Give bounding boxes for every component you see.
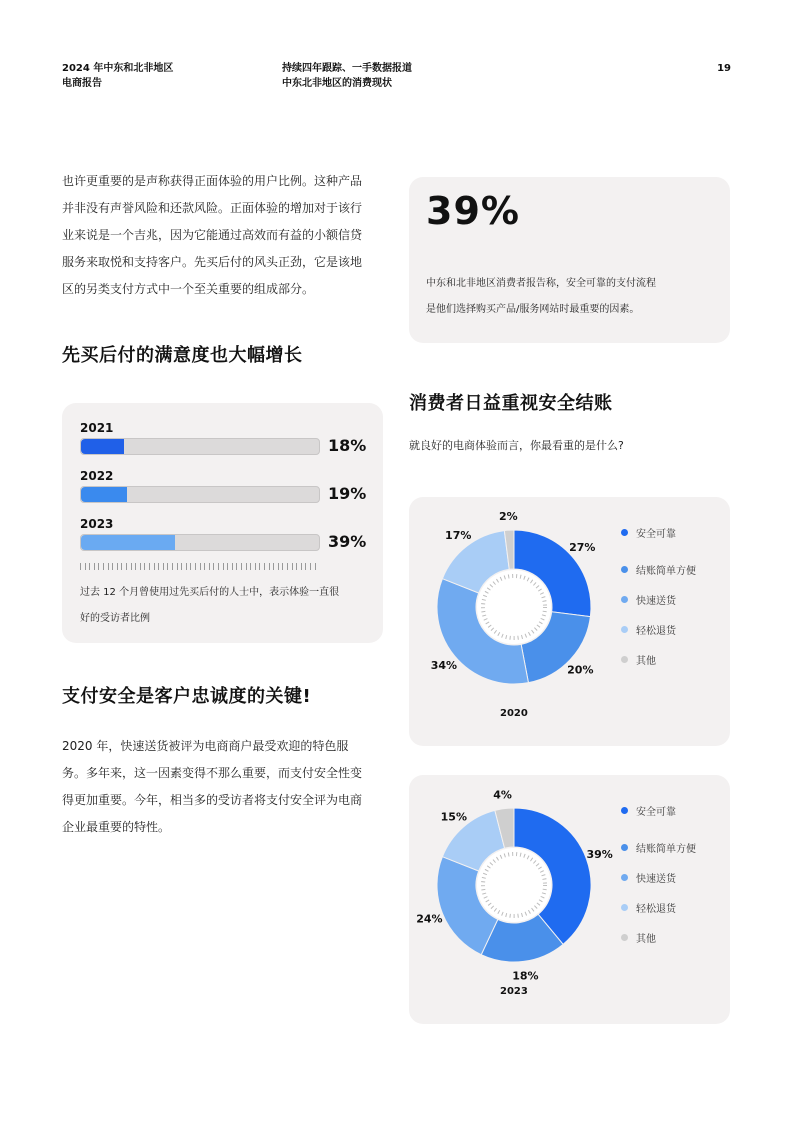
stat-description	[426, 271, 656, 323]
tick-mark	[98, 563, 99, 570]
bar-year-2023: 2023	[80, 517, 114, 531]
intro-line: 并非没有声誉风险和还款风险。正面体验的增加对于该行	[62, 201, 363, 215]
tick-mark	[241, 563, 242, 570]
security-line: 务。多年来，这一因素变得不那么重要，而支付安全性变	[62, 766, 363, 780]
stat-card	[409, 177, 730, 343]
legend-easy-checkout	[621, 840, 696, 855]
legend-dot	[621, 626, 628, 633]
bnpl-note	[80, 580, 339, 632]
tick-mark	[181, 563, 182, 570]
bar-year-2022: 2022	[80, 469, 114, 483]
bar-year-2021: 2021	[80, 421, 114, 435]
tick-mark	[204, 563, 205, 570]
header-left-line1: 2024 年中东和北非地区	[62, 63, 174, 74]
security-line: 得更加重要。今年，相当多的受访者将支付安全评为电商	[62, 793, 363, 807]
tick-mark	[315, 563, 316, 570]
tick-mark	[80, 563, 81, 570]
tick-mark	[310, 563, 311, 570]
tick-mark	[223, 563, 224, 570]
legend-easy-return	[621, 900, 696, 915]
legend-label: 其他	[636, 656, 656, 667]
bar-value-2023: 39%	[328, 532, 367, 551]
legend-other	[621, 930, 696, 945]
tick-mark	[140, 563, 141, 570]
legend-label: 轻松退货	[636, 626, 676, 637]
stat-value: 39%	[426, 189, 520, 233]
tick-ruler	[80, 563, 318, 570]
tick-mark	[273, 563, 274, 570]
slice-label: 39%	[586, 848, 613, 862]
tick-mark	[227, 563, 228, 570]
intro-line: 区的另类支付方式中一个至关重要的组成部分。	[62, 282, 315, 296]
security-heading: 支付安全是客户忠诚度的关键!	[62, 686, 312, 707]
header-mid-line1: 持续四年跟踪、一手数据报道	[282, 63, 412, 74]
slice-label: 2%	[498, 510, 518, 524]
tick-mark	[158, 563, 159, 570]
checkout-question: 就良好的电商体验而言，你最看重的是什么?	[409, 439, 624, 452]
slice-label: 17%	[445, 529, 472, 543]
legend-label: 其他	[636, 934, 656, 945]
tick-mark	[269, 563, 270, 570]
intro-line: 也许更重要的是声称获得正面体验的用户比例。这种产品	[62, 174, 363, 188]
page-number: 19	[717, 63, 731, 74]
tick-mark	[232, 563, 233, 570]
tick-mark	[186, 563, 187, 570]
tick-mark	[131, 563, 132, 570]
tick-mark	[121, 563, 122, 570]
bnpl-heading: 先买后付的满意度也大幅增长	[62, 345, 303, 366]
donut-card-2023	[409, 775, 730, 1024]
donut-card-2020	[409, 497, 730, 746]
legend-label: 结账简单方便	[636, 844, 696, 855]
chart-year-2020: 2020	[500, 708, 528, 719]
tick-mark	[292, 563, 293, 570]
bar-fill-2022	[81, 487, 127, 502]
slice-label: 15%	[440, 810, 467, 824]
slice-label: 4%	[493, 788, 512, 802]
slice-label: 18%	[512, 969, 539, 983]
legend-dot	[621, 596, 628, 603]
bar-value-2022: 19%	[328, 484, 367, 503]
tick-mark	[103, 563, 104, 570]
header-section-title	[282, 61, 412, 91]
tick-mark	[154, 563, 155, 570]
bar-value-2021: 18%	[328, 436, 367, 455]
legend-label: 安全可靠	[636, 807, 676, 818]
header-mid-line2: 中东北非地区的消费现状	[282, 78, 392, 89]
legend-dot	[621, 874, 628, 881]
stat-line1: 中东和北非地区消费者报告称，安全可靠的支付流程	[426, 278, 656, 289]
legend-dot	[621, 904, 628, 911]
legend-2023	[621, 803, 696, 960]
bnpl-bar-card	[62, 403, 383, 643]
slice-label: 34%	[430, 659, 458, 673]
intro-line: 服务来取悦和支持客户。先买后付的风头正劲，它是该地	[62, 255, 363, 269]
legend-label: 结账简单方便	[636, 566, 696, 577]
legend-easy-checkout	[621, 562, 696, 577]
tick-mark	[85, 563, 86, 570]
bar-fill-2023	[81, 535, 175, 550]
tick-mark	[94, 563, 95, 570]
tick-mark	[296, 563, 297, 570]
legend-label: 轻松退货	[636, 904, 676, 915]
tick-mark	[246, 563, 247, 570]
tick-mark	[200, 563, 201, 570]
tick-mark	[301, 563, 302, 570]
tick-mark	[144, 563, 145, 570]
legend-dot	[621, 844, 628, 851]
slice-label: 24%	[416, 912, 443, 926]
tick-mark	[163, 563, 164, 570]
tick-mark	[117, 563, 118, 570]
tick-mark	[250, 563, 251, 570]
tick-mark	[149, 563, 150, 570]
legend-dot	[621, 566, 628, 573]
intro-paragraph	[62, 168, 392, 303]
legend-dot	[621, 656, 628, 663]
slice-label: 27%	[569, 540, 596, 554]
tick-mark	[112, 563, 113, 570]
legend-fast-delivery	[621, 870, 696, 885]
bar-fill-2021	[81, 439, 124, 454]
intro-line: 业来说是一个吉兆，因为它能通过高效而有益的小额信贷	[62, 228, 363, 242]
tick-mark	[264, 563, 265, 570]
tick-mark	[255, 563, 256, 570]
tick-mark	[167, 563, 168, 570]
tick-mark	[282, 563, 283, 570]
tick-mark	[278, 563, 279, 570]
legend-2020	[621, 525, 696, 682]
legend-dot	[621, 529, 628, 536]
tick-mark	[177, 563, 178, 570]
tick-mark	[172, 563, 173, 570]
bar-track	[80, 534, 320, 551]
legend-dot	[621, 807, 628, 814]
legend-other	[621, 652, 696, 667]
bar-track	[80, 486, 320, 503]
bnpl-note-line1: 过去 12 个月曾使用过先买后付的人士中，表示体验一直很	[80, 587, 340, 598]
donut-hole	[477, 848, 551, 922]
legend-safe	[621, 803, 696, 818]
tick-mark	[209, 563, 210, 570]
tick-mark	[287, 563, 288, 570]
tick-mark	[259, 563, 260, 570]
tick-mark	[213, 563, 214, 570]
tick-mark	[218, 563, 219, 570]
legend-label: 安全可靠	[636, 529, 676, 540]
bnpl-note-line2: 好的受访者比例	[80, 613, 150, 624]
security-line: 企业最重要的特性。	[62, 820, 171, 834]
slice-label: 20%	[567, 663, 594, 677]
tick-mark	[89, 563, 90, 570]
header-report-title	[62, 61, 173, 91]
tick-mark	[190, 563, 191, 570]
tick-mark	[195, 563, 196, 570]
tick-mark	[236, 563, 237, 570]
tick-mark	[135, 563, 136, 570]
legend-fast-delivery	[621, 592, 696, 607]
tick-mark	[108, 563, 109, 570]
legend-safe	[621, 525, 696, 540]
legend-easy-return	[621, 622, 696, 637]
donut-hole	[477, 570, 551, 644]
legend-dot	[621, 934, 628, 941]
checkout-heading: 消费者日益重视安全结账	[409, 393, 613, 414]
legend-label: 快速送货	[636, 874, 676, 885]
security-line: 2020 年，快速送货被评为电商商户最受欢迎的特色服	[62, 739, 349, 753]
chart-year-2023: 2023	[500, 986, 528, 997]
tick-mark	[126, 563, 127, 570]
legend-label: 快速送货	[636, 596, 676, 607]
header-left-line2: 电商报告	[62, 78, 102, 89]
security-paragraph	[62, 733, 392, 841]
tick-mark	[305, 563, 306, 570]
bar-track	[80, 438, 320, 455]
stat-line2: 是他们选择购买产品/服务网站时最重要的因素。	[426, 304, 640, 315]
